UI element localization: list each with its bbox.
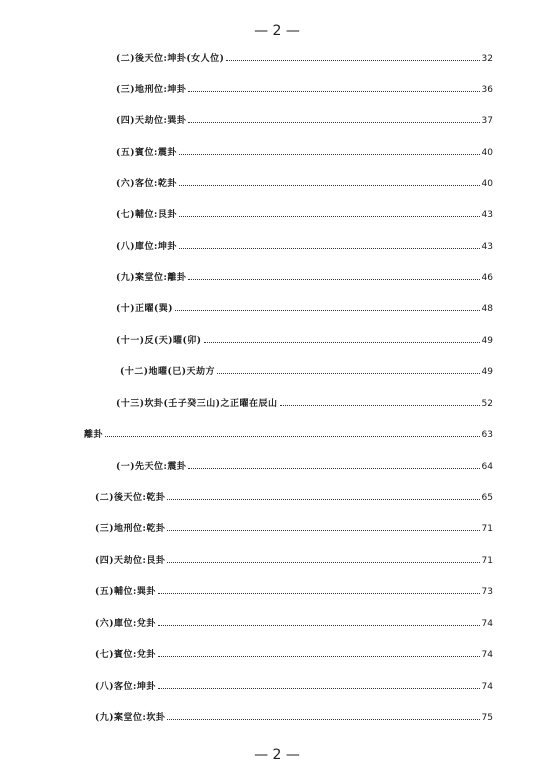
- toc-dot-leader: [280, 405, 480, 406]
- toc-entry: [84, 428, 493, 442]
- toc-dot-leader: [158, 656, 480, 657]
- toc-entry-page-number: 46: [481, 273, 493, 283]
- toc-entry-page-number: 74: [481, 650, 493, 660]
- toc-entry-label: (八)客位:坤卦: [95, 682, 156, 692]
- toc-dot-leader: [188, 91, 479, 92]
- toc-entry: [116, 397, 493, 411]
- toc-entry: [116, 240, 493, 254]
- toc-dot-leader: [167, 530, 479, 531]
- toc-dot-leader: [188, 279, 479, 280]
- toc-entry-page-number: 64: [481, 462, 493, 472]
- toc-dot-leader: [179, 216, 480, 217]
- header-page-number: — 2 —: [254, 23, 300, 39]
- toc-entry-label: (九)案堂位:坎卦: [95, 713, 166, 723]
- toc-entry-label: (九)案堂位:離卦: [116, 273, 187, 283]
- toc-dot-leader: [217, 373, 480, 374]
- toc-entry-page-number: 74: [481, 619, 493, 629]
- toc-entry-page-number: 43: [481, 210, 493, 220]
- toc-entry: [116, 114, 493, 128]
- toc-dot-leader: [175, 310, 480, 311]
- toc-entry-label: (四)天劫位:巽卦: [116, 116, 187, 126]
- toc-entry-page-number: 49: [481, 336, 493, 346]
- toc-dot-leader: [158, 625, 480, 626]
- toc-dot-leader: [158, 593, 480, 594]
- toc-entry: [95, 585, 493, 599]
- toc-entry-label: (十一)反(天)曜(卯): [116, 336, 202, 346]
- toc-dot-leader: [188, 122, 479, 123]
- toc-dot-leader: [158, 688, 480, 689]
- toc-entry-page-number: 52: [481, 399, 493, 409]
- toc-entry-page-number: 65: [481, 493, 493, 503]
- toc-entry: [116, 271, 493, 285]
- toc-entry-label: (六)庫位:兌卦: [95, 619, 156, 629]
- toc-entry: [95, 522, 493, 536]
- toc-entry: [95, 617, 493, 631]
- toc-dot-leader: [204, 342, 480, 343]
- toc-entry-label: (十三)坎卦(壬子癸三山)之正曜在辰山: [116, 399, 278, 409]
- toc-entry-label: (一)先天位:震卦: [116, 462, 187, 472]
- toc-entry: [116, 208, 493, 222]
- toc-entry-label: (七)輔位:艮卦: [116, 210, 177, 220]
- toc-entry-page-number: 32: [481, 54, 493, 64]
- toc-dot-leader: [167, 719, 479, 720]
- toc-entry-label: 離卦: [84, 430, 104, 440]
- footer-page-number: — 2 —: [254, 747, 300, 763]
- toc-entry: [116, 52, 493, 66]
- toc-entry-label: (六)客位:乾卦: [116, 179, 177, 189]
- toc-entry-label: (五)輔位:巽卦: [95, 587, 156, 597]
- toc-entry: [95, 648, 493, 662]
- toc-entry-page-number: 71: [481, 524, 493, 534]
- toc-entry: [120, 365, 493, 379]
- toc-entry: [95, 554, 493, 568]
- toc-entry-page-number: 37: [481, 116, 493, 126]
- toc-entry-label: (四)天劫位:艮卦: [95, 556, 166, 566]
- toc-entry-page-number: 74: [481, 682, 493, 692]
- toc-entry: [116, 146, 493, 160]
- toc-entry-label: (十二)地曜(巳)天劫方: [120, 367, 216, 377]
- toc-entry-page-number: 36: [481, 85, 493, 95]
- toc-entry-label: (二)後天位:坤卦(女人位): [116, 54, 225, 64]
- toc-entry-page-number: 43: [481, 242, 493, 252]
- toc-entry-page-number: 49: [481, 367, 493, 377]
- toc-entry-label: (七)賓位:兌卦: [95, 650, 156, 660]
- toc-entry: [95, 711, 493, 725]
- toc-entry: [95, 491, 493, 505]
- toc-dot-leader: [105, 436, 480, 437]
- toc-entry-page-number: 40: [481, 148, 493, 158]
- toc-entry-label: (二)後天位:乾卦: [95, 493, 166, 503]
- toc-entry: [116, 302, 493, 316]
- toc-entry: [116, 83, 493, 97]
- toc-entry: [95, 680, 493, 694]
- toc-dot-leader: [188, 468, 479, 469]
- toc-dot-leader: [179, 248, 480, 249]
- toc-entry: [116, 177, 493, 191]
- toc-entry-page-number: 40: [481, 179, 493, 189]
- toc-entry-label: (十)正曜(巽): [116, 304, 174, 314]
- toc-entry-page-number: 73: [481, 587, 493, 597]
- toc-dot-leader: [226, 60, 479, 61]
- toc-entry-label: (三)地刑位:坤卦: [116, 85, 187, 95]
- toc-entry-page-number: 48: [481, 304, 493, 314]
- toc-dot-leader: [179, 154, 480, 155]
- toc-dot-leader: [179, 185, 480, 186]
- toc-dot-leader: [167, 499, 479, 500]
- toc-dot-leader: [167, 562, 479, 563]
- toc-entry-page-number: 71: [481, 556, 493, 566]
- toc-entry-label: (五)賓位:震卦: [116, 148, 177, 158]
- toc-entry: [116, 460, 493, 474]
- toc-entry-label: (三)地刑位:乾卦: [95, 524, 166, 534]
- toc-entry-page-number: 63: [481, 430, 493, 440]
- toc-entry-label: (八)庫位:坤卦: [116, 242, 177, 252]
- toc-entry-page-number: 75: [481, 713, 493, 723]
- toc-entry: [116, 334, 493, 348]
